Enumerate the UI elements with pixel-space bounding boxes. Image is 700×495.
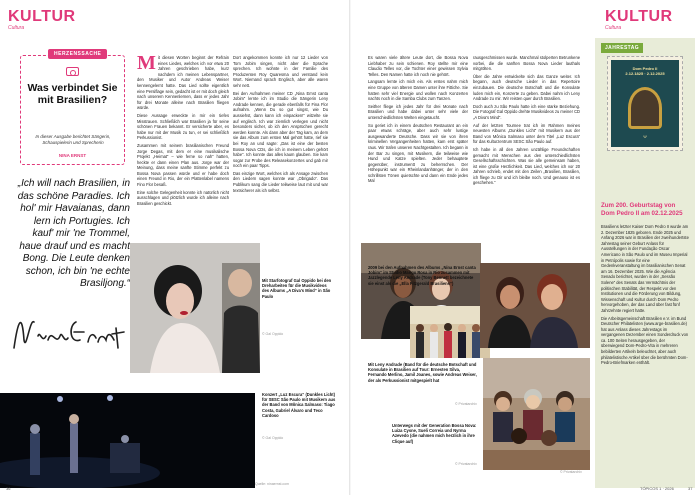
- text-column-4: [473, 55, 580, 255]
- jahrestag-badge: JAHRESTAG: [601, 43, 643, 53]
- paragraph: Dort angekommen konnte ich nur 12 Lieder von Tom Jobim singen, nicht aber die Sprache sprechen. Ich wohnte in der Familie des Produzenten Roy Quaresma und verstand kein Wort. Niemand sprach Englisch, aber alle waren sehr nett.: [233, 55, 328, 88]
- anniversary-sidebar: [595, 38, 695, 488]
- photo-credit: © Gal Oppido: [262, 332, 284, 336]
- photo-credit: © Privatarchiv: [560, 470, 582, 474]
- paragraph: Über die Jahre entwickelte sich das Ganze weiter. Ich begann, auch deutsche Lieder in das Repertoire einzubauen. Die deutsche Botschaft und die Konsulate luden mich ein, Konzerte zu geben. Dabei nahm ich Leny Andrade zu mir. Wir reisten quer durch Brasilien.: [473, 73, 580, 102]
- drop-cap: M: [137, 55, 156, 74]
- paragraph: Eine solche Gelegenheit konnte ich natürlich nicht ausschlagen und plötzlich wurde ich alleine nach Brasilien geschickt.: [137, 189, 229, 206]
- photo-caption: 2009 bei den Aufnahmen des Albums „Nina Ernst canta Jobim“ im Studio Mango Rosa in Rio zusammen mit Jazzlegende Leny Andrade (Tony Bennett bezeichnete sie einst als die „Ella Fitzgerald Brasiliens“): [368, 265, 476, 286]
- section-subtitle: Cultura: [8, 25, 25, 31]
- intro-box: [20, 51, 125, 165]
- sidebar-headline: Zum 200. Geburtstag von Dom Pedro II am 02.12.2025: [601, 202, 683, 217]
- photo-caption: Mit Leny Andrade (Band für die deutsche Botschaft und Konsulate in Brasilien auf Tour: Ernesten Silva, Fernando Merlino, Jamil Joanes, sowie Andreas Weiser, der als Perkussionist mitgespielt hat: [368, 362, 477, 383]
- paragraph: Doch auch zu São Paulo hatte ich eine starke Beziehung. Die Fotograf Gal Oppido drehte Musikvideos zu meiner CD „A Diva's Mind“.: [473, 103, 580, 120]
- magazine-issue: TÓPICOS 1 · 2026: [640, 486, 674, 491]
- section-subtitle: Cultura: [605, 25, 622, 31]
- photo-credit: © Gal Oppido: [262, 436, 284, 440]
- sidebar-text: [601, 224, 689, 494]
- paragraph: Auf der letzten Tournee trat ich im Rahmen meines neuesten Albums „Dunkles Licht“ mit Musikern aus der Band von Mônica Salmaso unter dem Titel „Luz Escura“ für das Kulturzentrum SESC São Paulo auf.: [473, 122, 580, 145]
- paragraph: Seither fliege ich jedes Jahr für drei Monate nach Brasilien und habe dabei unter sehr viele der unterschiedlichsten Welten eingetaucht.: [368, 103, 468, 120]
- camera-icon: [66, 67, 79, 76]
- portrait-frame: [628, 87, 662, 129]
- photo-credit: © Privatarchiv: [455, 402, 477, 406]
- right-header: [605, 9, 673, 31]
- text-column-1: [137, 55, 229, 255]
- paragraph: Bei den Aufnahmen meiner CD „Nina Ernst canta Jobim“ lernte ich im Studio die Sängerin Leny Andrade kennen, die gerade ebenfalls für Fina Flor aufnahm. „Wenn Du so gut singst, wie Du aussiehst, dann kann ich einpacken!“ witzelte sie auf englisch. Ich war ziemlich verlegen und nicht besonders sicher, ob ich den Ansprüchen gerecht werden konnte. Als dann aber der Tag kam, an dem sie das Album zum ersten Mal gehört hatte, rief sie bei Roy an und sagte: „Das ist eine der besten Bossa Nova CDs, die ich in meinem Leben gehört habe“. Ich konnte das alles kaum glauben. Sie kam sogar zur Probe des Releasekonzertes und gab mir noch ein paar Tipps.: [233, 90, 328, 169]
- article-lead: In dieser Ausgabe berichtet Sängerin, Schauspielerin und Sprecherin: [35, 134, 111, 145]
- text-column-3: [368, 55, 468, 255]
- photo-concert: [0, 393, 255, 488]
- section-title: KULTUR: [605, 8, 673, 25]
- photo-credit: © Privatarchiv: [455, 462, 477, 466]
- photo-band: [410, 306, 490, 358]
- photo-group: [483, 358, 590, 470]
- paragraph: Langsam lernte ich mich ein. Als erstes nahm mich eine Gruppe von älteren Damen unter ihre Fittiche. Sie hatten sehr viel Energie und wollen nach Konzerten nachts noch in die Samba Clubs zum Tanzen.: [368, 79, 468, 102]
- photo-caption: Mit Starfotograf Gal Oppido bei den Dreharbeiten für die Musikvideos des Albums „A Diva's Mind“ in São Paulo: [262, 278, 332, 299]
- page-number-left: 36: [6, 486, 11, 491]
- page-number-right: 37: [688, 486, 693, 491]
- photo-friends: [480, 263, 590, 348]
- photo-portrait: [130, 243, 260, 373]
- photo-source: Quelle: ninaernst.com: [255, 482, 290, 486]
- paragraph: Diese Aussage erweckte in mir ein tiefes Misstrauen. Schließlich war Brasilien ja für seine schönen Frauen bekannt. Er versicherte aber, es habe nur mit der Musik zu tun, er sei schließlich Perkussionist.: [137, 112, 229, 141]
- section-title: KULTUR: [8, 8, 76, 25]
- paragraph: rausgeschmissen wurde. Manchmal stolperten Betrunkene vorbei, die die sanften Bossa Nova Lieder lauthals mitgrölten.: [473, 55, 580, 72]
- photo-caption: Konzert „Luz Escura“ (Dunkles Licht) für SESC São Paulo mit Musikern aus der Band von Mônica Salmaso: Tiago Costa, Gabriel Álvaro und Teco Cardoso: [262, 392, 336, 418]
- signature-image: [8, 300, 128, 360]
- stamp-value: Ψ: [643, 134, 647, 139]
- page-spine: [349, 0, 351, 495]
- paragraph: Brasiliens letzter Kaiser Dom Pedro II wurde am 2. Dezember 1825 geboren. Ende 2025 und Anfang 2026 war in Brasilien der zweihundertste Jahrestag seiner Geburt Anlass für Ausstellungen in der Fundação Oscar Americano in São Paulo und im Museu Imperial in Petrópolis sowie für eine Gedenkveranstaltung im brasilianischen Senat am 16. Dezember 2025. Wie die Agência Senado berichtet, wurden in der „Sessão Solene“ des Senats das Vermächtnis der politischen Stabilität, der Respekt vor den Institutionen und die Förderung von Bildung, Wissenschaft und Kultur durch Dom Pedro hervorgehoben, der das Land über fast fünf Jahrzehnte regiert hatte.: [601, 224, 689, 313]
- left-header: [8, 9, 76, 31]
- pull-quote: „Ich will nach Brasilien, in das schöne Paradies. Ich hol' mir Havaianas, dann lern ich Portugies. Ich kauf' mir 'ne Trommel, haue drauf und es macht Bong. Die Leute denken schon, ich bin 'ne echte Brasiljong.“: [17, 178, 130, 289]
- paragraph: Ich habe in all den Jahren unzählige Freundschaften gemacht mit Menschen aus den unterschiedlichsten Gesellschaftsschichten. Was sie alle gemeinsam haben, ist eine große Herzlichkeit. Das Lied, welches ich vor 20 Jahren schrieb, endet mit den Zeilen „Brasilien, Brasilien, ich fliege zu Dir und ich bleibe noch. Und genauso ist es geschehen.“: [473, 146, 580, 186]
- stamp-title: Dom Pedro II 2.12.1825 · 2.12.2025: [625, 66, 665, 76]
- paragraph: So geriet ich in einem deutschen Restaurant an ein paar etwas schräge, aber auch sehr lustige ausgewanderte Deutsche. Dass wir sie von ihren kriminellen Vergangenheiten hatten, kam erst später raus. Wir trafen unseren Nachtgestalten. Ich begann in der Bar zu singen, mit Musikern, die teilweise wie Hund und Katze spielten. Jeder behauptete gegenüber, instrumentt zu beherrschen. Der Höhepunkt war ein Rheinlandanhänger, der in den schrillsten Tönen quietschte und dann ein Ende jedes Mal: [368, 122, 468, 184]
- paragraph: Die Arbeitsgemeinschaft Brasilien e.V. im Bund Deutscher Philatelisten (www.arge-brasilien.de) hat aus Anlass dieses Jahrestags im vergangenen Dezember einen Sonderdruck von ca. 100 Seiten herausgegeben, der überwiegend Dom-Pedro-Vita in mehreren bebilderten Artikeln beleuchtet, aber auch philatelistische Artikel über die berühmten Dom-Pedro-Briefmarken enthält.: [601, 315, 689, 366]
- stamp-image: [607, 56, 683, 151]
- article-author: NINA ERNST: [58, 153, 87, 158]
- text-column-2: [233, 55, 328, 255]
- photo-caption: Unterwegs mit der Generation Bossa Nova: Luiza Cysne, Sueli Correia und Nyrma Azevedo (die nahmen mich herzlich in ihre Clique auf): [392, 423, 477, 444]
- paragraph: it diesen Worten beginnt der Refrain eines Liedes, welches ich vor etwa 20 Jahren geschrieben habe, kurz nachdem ich meinen Lebenspartner, den Musiker und Autor Andreas Weiser kennengelernt hatte. Das Lied sollte eigentlich eine Persiflage sein, gedacht ist er mit doch gleich nach unserem Kennenlernen, dass er jedes Jahr für drei Monate alleine nach Brasilien fliegen würde.: [137, 55, 229, 111]
- article-title: Was verbindet Sie mit Brasilien?: [27, 82, 118, 106]
- paragraph: Das einzige Wort, welches ich als Ansage zwischen den Liedern sagen konnte war „Obrigado“. Das Publikum sang die Lieder teilweise laut mit und war textsicherer als ich selbst.: [233, 170, 328, 193]
- herzenssache-badge: HERZENSSACHE: [48, 49, 107, 59]
- paragraph: Zusammen mit seinem brasilianischen Freund Jorge Degas, mit dem er eine musikalische Projekt „Heimat“ – wie ferne so nah“ hatten, heckte er dann einen Plan aus. Jorge war der Meinung, dass meine sanfte Stimme perfekt zu Bossa Nova passen würde und er habe doch einen Freund in Rio, der ein Plattenlabel namens Fino Flor besaß.: [137, 142, 229, 188]
- paragraph: Es waren viele ältere Leute dort, die Bossa Nova Liebhaber zu sein schienen. Roy stellte mir eine Claudio Telles vor, die Tochter einer gewissen Sylvia Telles. Den Namen hatte ich noch nie gehört.: [368, 55, 468, 77]
